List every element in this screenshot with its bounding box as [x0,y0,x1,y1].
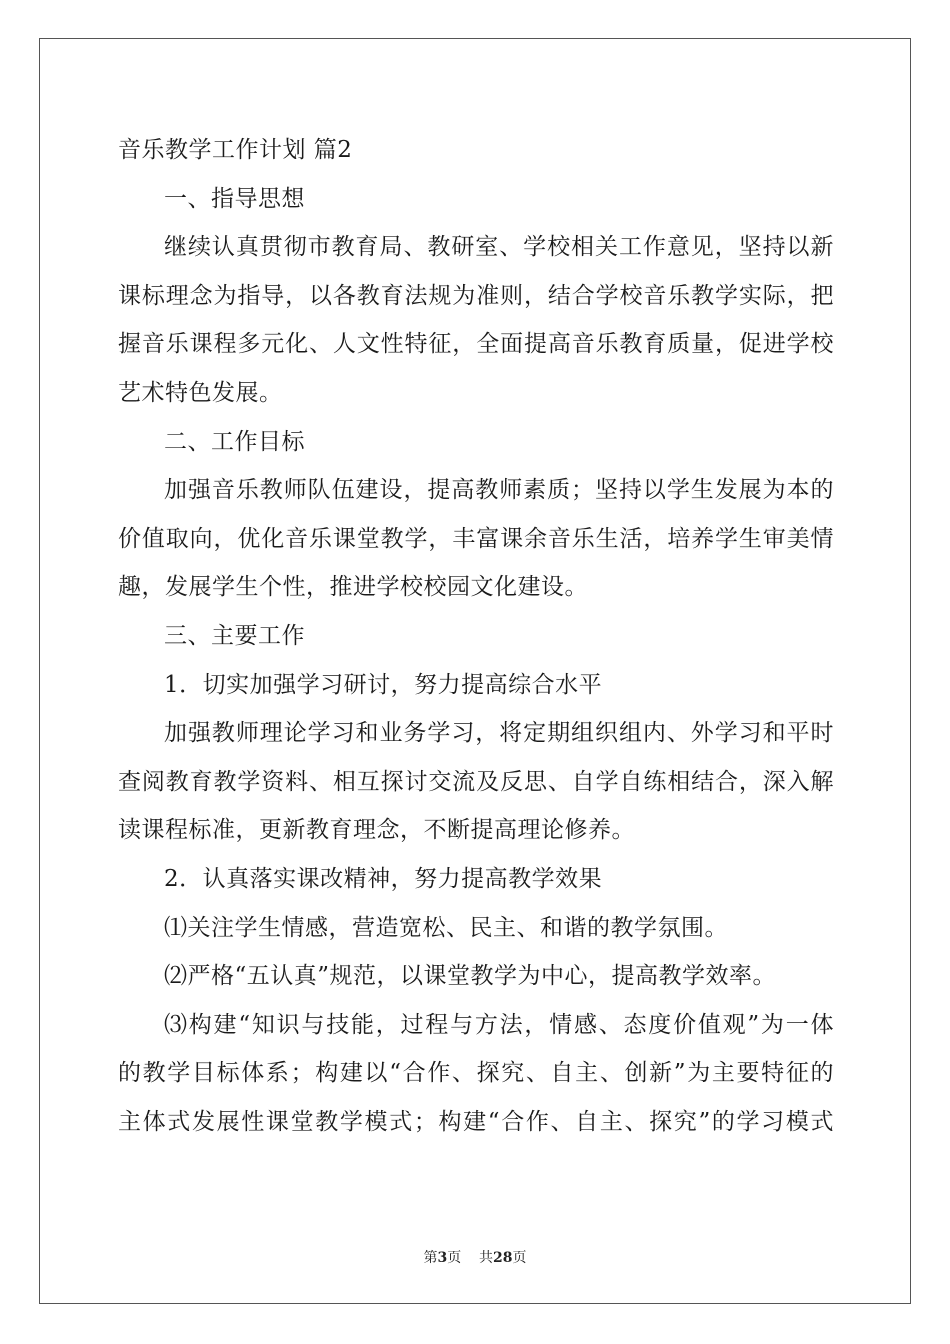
text-line: ⑵严格“五认真”规范，以课堂教学为中心，提高教学效率。 [164,963,777,990]
text-line: 趣，发展学生个性，推进学校校园文化建设。 [118,574,588,601]
footer-page-prefix: 第 [423,1250,438,1266]
text-line: 加强音乐教师队伍建设，提高教师素质；坚持以学生发展为本的 [164,477,834,504]
text-line: ⑴关注学生情感，营造宽松、民主、和谐的教学氛围。 [164,914,728,941]
text-line: 的教学目标体系；构建以“合作、探究、自主、创新”为主要特征的 [118,1060,834,1087]
text-line: 加强教师理论学习和业务学习，将定期组织组内、外学习和平时 [164,720,834,747]
footer-page-current: 3 [437,1250,448,1266]
text-line: ⑶构建“知识与技能，过程与方法，情感、态度价值观”为一体 [164,1011,834,1038]
page-footer [0,1247,950,1267]
text-line: 主体式发展性课堂教学模式；构建“合作、自主、探究”的学习模式 [118,1108,834,1135]
text-line: 二、工作目标 [164,428,305,455]
footer-page-suffix: 页 [447,1250,462,1266]
text-line: 价值取向，优化音乐课堂教学，丰富课余音乐生活，培养学生审美情 [118,525,834,552]
text-line: 1．切实加强学习研讨，努力提高综合水平 [164,671,603,698]
document-body [118,126,834,1146]
text-line: 2．认真落实课改精神，努力提高教学效果 [164,865,603,892]
text-line: 课标理念为指导，以各教育法规为准则，结合学校音乐教学实际，把 [118,282,834,309]
text-line: 查阅教育教学资料、相互探讨交流及反思、自学自练相结合，深入解 [118,768,834,795]
footer-total-prefix: 共 [479,1250,494,1266]
footer-total-suffix: 页 [512,1250,527,1266]
text-line: 握音乐课程多元化、人文性特征，全面提高音乐教育质量，促进学校 [118,331,834,358]
document-title: 音乐教学工作计划 篇2 [118,137,353,163]
text-line: 艺术特色发展。 [118,379,283,406]
text-line: 一、指导思想 [164,185,305,212]
text-line: 读课程标准，更新教育理念，不断提高理论修养。 [118,817,635,844]
text-line: 三、主要工作 [164,622,305,649]
text-line: 继续认真贯彻市教育局、教研室、学校相关工作意见，坚持以新 [164,234,834,261]
footer-page-total: 28 [493,1250,513,1266]
